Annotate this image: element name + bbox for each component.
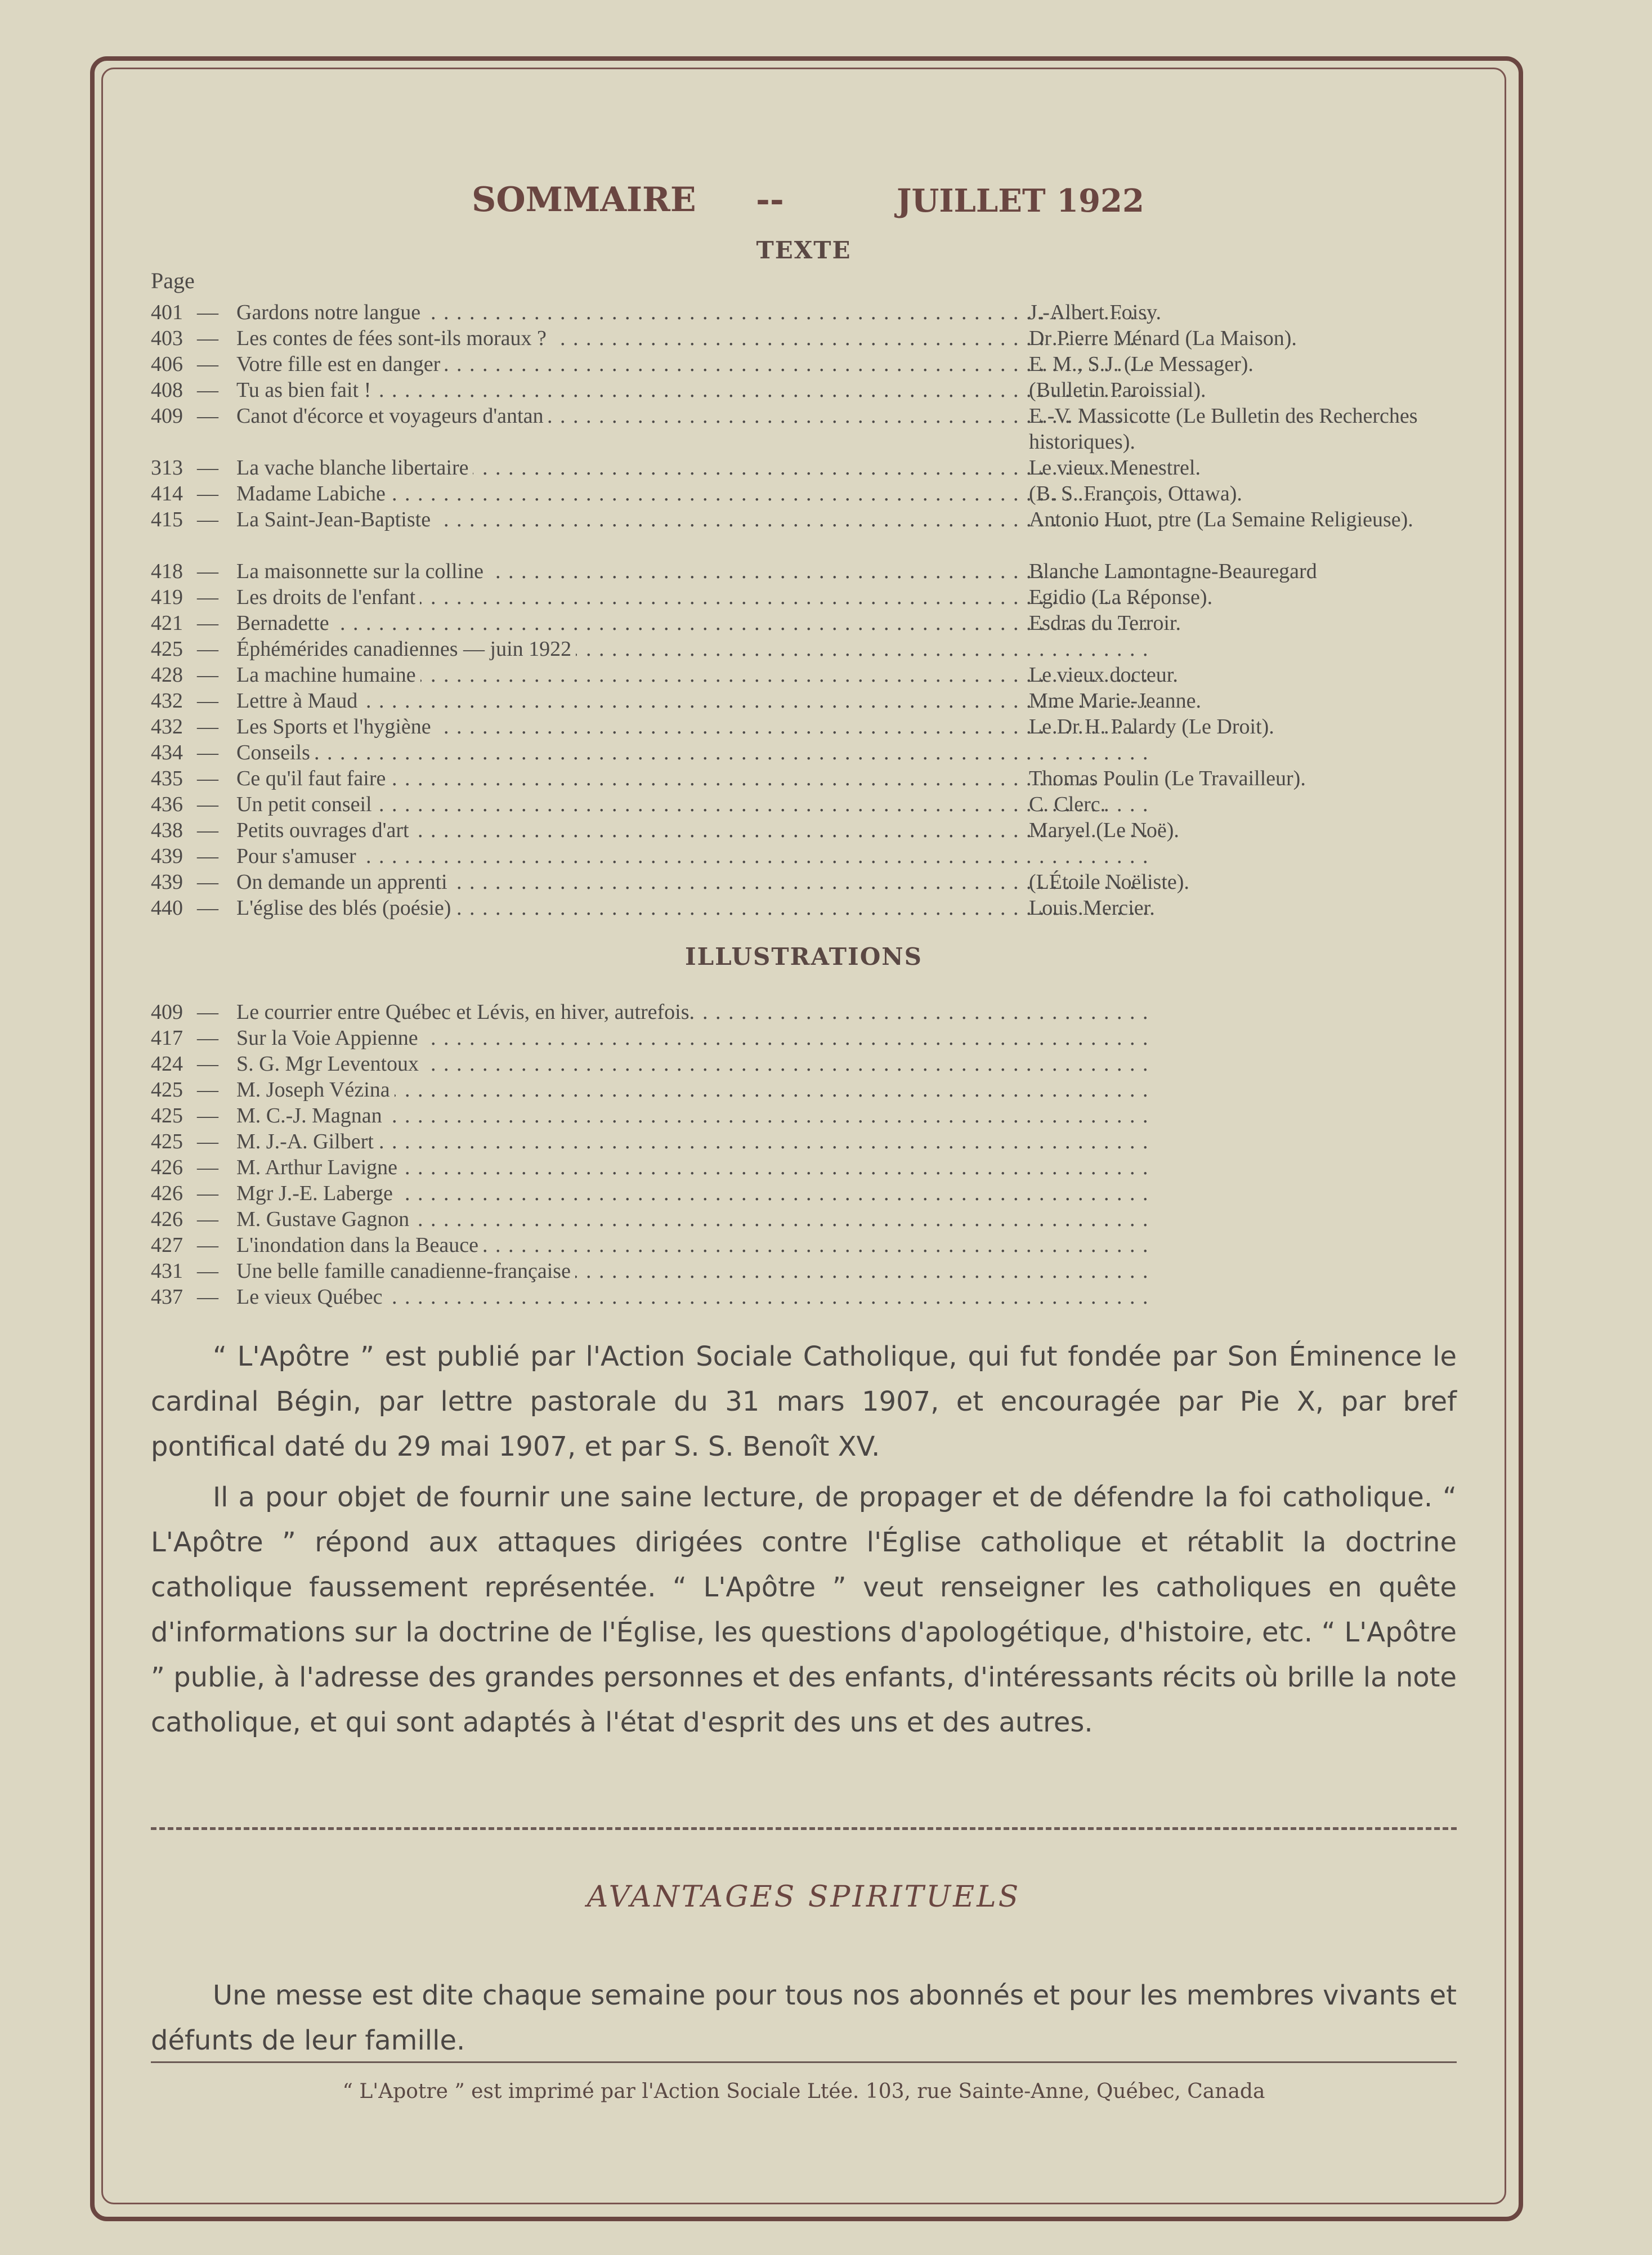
toc-page-number: 418 [151, 560, 183, 583]
toc-leader [236, 636, 1148, 662]
toc-entry [151, 1284, 1457, 1310]
toc-leader [236, 1258, 1148, 1284]
toc-entry-author: E. M., S.J. (Le Messager). [1029, 352, 1253, 376]
toc-dash: — [197, 456, 218, 480]
toc-dash: — [197, 378, 218, 402]
toc-dash: — [197, 508, 218, 531]
toc-dash: — [197, 818, 218, 842]
toc-entry-author: J.-Albert Foisy. [1029, 301, 1162, 324]
toc-entry-title: Les Sports et l'hygiène [236, 715, 436, 739]
toc-dash: — [197, 1156, 218, 1179]
toc-dash: — [197, 1026, 218, 1050]
toc-page-number: 439 [151, 870, 183, 894]
toc-entry-title: Sur la Voie Appienne [236, 1026, 423, 1050]
avantages-text: Une messe est dite chaque semaine pour tous nos abonnés et pour les membres vivants et défunts de leur famille. [151, 1980, 1457, 2056]
illustrations-heading: ILLUSTRATIONS [684, 943, 923, 970]
toc-leader [236, 403, 1148, 429]
toc-dash: — [197, 1233, 218, 1257]
toc-page-number: 417 [151, 1026, 183, 1050]
toc-entry-title: M. J.-A. Gilbert [236, 1130, 378, 1153]
toc-dash: — [197, 793, 218, 816]
toc-leader [236, 843, 1148, 869]
toc-entry-author: Maryel (Le Noë). [1029, 818, 1179, 842]
toc-page-number: 421 [151, 611, 183, 635]
toc-page-number: 435 [151, 767, 183, 790]
toc-page-number: 414 [151, 482, 183, 505]
toc-page-number: 439 [151, 844, 183, 868]
toc-leader [236, 558, 1148, 584]
toc-entry [151, 481, 1457, 507]
toc-leader [236, 1284, 1148, 1310]
texte-toc [151, 299, 1457, 921]
toc-entry-title: S. G. Mgr Leventoux [236, 1052, 423, 1076]
toc-page-number: 428 [151, 663, 183, 687]
toc-dash: — [197, 1130, 218, 1153]
toc-entry [151, 1129, 1457, 1155]
toc-page-number: 427 [151, 1233, 183, 1257]
toc-entry-title: La maisonnette sur la colline [236, 560, 488, 583]
toc-entry-author: Le vieux Menestrel. [1029, 456, 1201, 480]
toc-dash: — [197, 767, 218, 790]
toc-dash: — [197, 844, 218, 868]
toc-dash: — [197, 352, 218, 376]
toc-leader [236, 999, 1148, 1025]
toc-dash: — [197, 1000, 218, 1024]
toc-entry-title: M. Joseph Vézina [236, 1078, 395, 1102]
toc-entry [151, 688, 1457, 714]
toc-page-number: 401 [151, 301, 183, 324]
toc-leader [236, 714, 1148, 740]
toc-entry [151, 1232, 1457, 1258]
toc-leader [236, 1025, 1148, 1051]
issue-date: JUILLET 1922 [897, 182, 1144, 220]
toc-leader [236, 481, 1148, 507]
toc-leader [236, 1206, 1148, 1232]
toc-leader [236, 1180, 1148, 1206]
toc-entry [151, 843, 1457, 869]
toc-leader [236, 1155, 1148, 1180]
toc-dash: — [197, 689, 218, 713]
toc-entry [151, 791, 1457, 817]
toc-entry-author: Thomas Poulin (Le Travailleur). [1029, 767, 1306, 790]
toc-dash: — [197, 741, 218, 764]
dashed-divider [151, 1827, 1457, 1830]
toc-leader [236, 1051, 1148, 1077]
toc-entry-title: On demande un apprenti [236, 870, 452, 894]
avantages-heading: AVANTAGES SPIRITUELS [587, 1880, 1021, 1914]
toc-entry [151, 299, 1457, 325]
toc-entry-author: Esdras du Terroir. [1029, 611, 1181, 635]
toc-entry-title: Lettre à Maud [236, 689, 362, 713]
toc-entry [151, 1103, 1457, 1129]
toc-entry [151, 869, 1457, 895]
toc-entry-author: Mme Marie-Jeanne. [1029, 689, 1201, 713]
toc-page-number: 425 [151, 1104, 183, 1128]
toc-dash: — [197, 301, 218, 324]
toc-entry-author: C. Clerc. [1029, 793, 1106, 816]
page-header [151, 180, 1457, 231]
toc-page-number: 425 [151, 1078, 183, 1102]
toc-page-number: 415 [151, 508, 183, 531]
illustrations-toc [151, 999, 1457, 1310]
toc-dash: — [197, 1104, 218, 1128]
toc-page-number: 313 [151, 456, 183, 480]
toc-entry-title: Une belle famille canadienne-française [236, 1259, 575, 1283]
toc-leader [236, 377, 1148, 403]
title-separator: -- [756, 180, 784, 220]
toc-entry-title: M. Arthur Lavigne [236, 1156, 402, 1179]
toc-entry-title: Un petit conseil [236, 793, 377, 816]
toc-dash: — [197, 1182, 218, 1205]
toc-entry-author: Dr Pierre Ménard (La Maison). [1029, 326, 1297, 350]
toc-leader [236, 507, 1148, 533]
toc-leader [236, 584, 1148, 610]
printer-footer: “ L'Apotre ” est imprimé par l'Action Sociale Ltée. 103, rue Sainte-Anne, Québec, Canada [342, 2080, 1265, 2103]
toc-page-number: 436 [151, 793, 183, 816]
toc-entry-title: Les droits de l'enfant [236, 585, 420, 609]
toc-entry [151, 636, 1457, 662]
toc-entry-title: La Saint-Jean-Baptiste [236, 508, 435, 531]
toc-entry [151, 817, 1457, 843]
toc-leader [236, 662, 1148, 688]
toc-page-number: 431 [151, 1259, 183, 1283]
toc-dash: — [197, 1052, 218, 1076]
toc-entry-title: La vache blanche libertaire [236, 456, 473, 480]
toc-entry-author: Le vieux docteur. [1029, 663, 1178, 687]
toc-entry-author: E.-V. Massicotte (Le Bulletin des Recherches historiques). [1029, 404, 1418, 454]
toc-leader [236, 1077, 1148, 1103]
toc-entry-title: M. Gustave Gagnon [236, 1207, 414, 1231]
toc-leader [236, 610, 1148, 636]
toc-entry-title: Votre fille est en danger [236, 352, 445, 376]
page-title: SOMMAIRE [472, 180, 696, 220]
toc-dash: — [197, 585, 218, 609]
toc-entry [151, 558, 1457, 584]
toc-entry [151, 325, 1457, 351]
toc-entry-author: Louis Mercier. [1029, 896, 1155, 920]
toc-entry-author: (LÉtoile Noëliste). [1029, 870, 1189, 894]
toc-entry-title: Conseils [236, 741, 315, 764]
toc-dash: — [197, 326, 218, 350]
toc-entry [151, 403, 1457, 455]
toc-entry-title: L'inondation dans la Beauce [236, 1233, 483, 1257]
toc-page-number: 432 [151, 715, 183, 739]
toc-leader [236, 688, 1148, 714]
toc-dash: — [197, 870, 218, 894]
toc-page-number: 425 [151, 1130, 183, 1153]
toc-entry-author: (B. S. François, Ottawa). [1029, 482, 1242, 505]
toc-entry-title: Madame Labiche [236, 482, 390, 505]
toc-entry-title: Petits ouvrages d'art [236, 818, 414, 842]
toc-page-number: 440 [151, 896, 183, 920]
toc-leader [236, 817, 1148, 843]
toc-entry [151, 1258, 1457, 1284]
toc-entry [151, 610, 1457, 636]
footer-divider [151, 2061, 1457, 2063]
toc-dash: — [197, 1259, 218, 1283]
toc-leader [236, 1232, 1148, 1258]
toc-entry-author: Blanche Lamontagne-Beauregard [1029, 560, 1317, 583]
toc-entry-title: Mgr J.-E. Laberge [236, 1182, 397, 1205]
toc-page-number: 432 [151, 689, 183, 713]
toc-page-number: 426 [151, 1182, 183, 1205]
toc-leader [236, 1103, 1148, 1129]
toc-leader [236, 1129, 1148, 1155]
toc-entry-title: Tu as bien fait ! [236, 378, 375, 402]
toc-entry-title: M. C.-J. Magnan [236, 1104, 387, 1128]
toc-entry [151, 377, 1457, 403]
toc-entry [151, 584, 1457, 610]
toc-page-number: 403 [151, 326, 183, 350]
toc-entry [151, 1155, 1457, 1180]
toc-leader [236, 895, 1148, 921]
toc-dash: — [197, 1285, 218, 1309]
toc-entry-author: Antonio Huot, ptre (La Semaine Religieuse). [1029, 508, 1413, 531]
toc-page-number: 409 [151, 404, 183, 428]
toc-entry [151, 507, 1457, 558]
toc-entry-title: Le courrier entre Québec et Lévis, en hiver, autrefois. [236, 1000, 699, 1024]
toc-page-number: 438 [151, 818, 183, 842]
toc-dash: — [197, 482, 218, 505]
toc-dash: — [197, 896, 218, 920]
toc-entry-title: Bernadette [236, 611, 334, 635]
toc-leader [236, 766, 1148, 791]
toc-entry-title: La machine humaine [236, 663, 420, 687]
toc-dash: — [197, 715, 218, 739]
toc-entry-title: Ce qu'il faut faire [236, 767, 390, 790]
toc-dash: — [197, 663, 218, 687]
toc-entry [151, 1025, 1457, 1051]
toc-entry [151, 714, 1457, 740]
toc-entry [151, 895, 1457, 921]
toc-leader [236, 869, 1148, 895]
toc-page-number: 408 [151, 378, 183, 402]
toc-dash: — [197, 637, 218, 661]
toc-entry [151, 1180, 1457, 1206]
toc-leader [236, 791, 1148, 817]
toc-page-number: 426 [151, 1156, 183, 1179]
toc-page-number: 424 [151, 1052, 183, 1076]
toc-page-number: 419 [151, 585, 183, 609]
toc-entry-title: Le vieux Québec [236, 1285, 387, 1309]
toc-page-number: 425 [151, 637, 183, 661]
toc-page-number: 437 [151, 1285, 183, 1309]
toc-dash: — [197, 611, 218, 635]
toc-page-number: 409 [151, 1000, 183, 1024]
toc-entry-title: Pour s'amuser [236, 844, 361, 868]
texte-heading: TEXTE [756, 236, 852, 264]
toc-page-number: 426 [151, 1207, 183, 1231]
toc-entry [151, 999, 1457, 1025]
about-section [151, 1334, 1457, 1745]
toc-entry-title: L'église des blés (poésie) [236, 896, 455, 920]
toc-entry-title: Éphémérides canadiennes — juin 1922 [236, 637, 576, 661]
toc-dash: — [197, 1078, 218, 1102]
toc-page-number: 434 [151, 741, 183, 764]
toc-entry-title: Canot d'écorce et voyageurs d'antan [236, 404, 548, 428]
toc-entry [151, 351, 1457, 377]
toc-entry [151, 1051, 1457, 1077]
toc-entry [151, 662, 1457, 688]
toc-entry [151, 1206, 1457, 1232]
toc-leader [236, 740, 1148, 766]
toc-dash: — [197, 560, 218, 583]
toc-entry [151, 455, 1457, 481]
toc-leader [236, 299, 1148, 325]
toc-entry [151, 1077, 1457, 1103]
toc-entry [151, 766, 1457, 791]
toc-leader [236, 325, 1148, 351]
toc-entry [151, 740, 1457, 766]
toc-dash: — [197, 404, 218, 428]
toc-leader [236, 455, 1148, 481]
about-paragraph-2: Il a pour objet de fournir une saine lecture, de propager et de défendre la foi catholique. “ L'Apôtre ” répond aux attaques dirigées contre l'Église catholique et rétablit la doctrine catholique faussement représentée. “ L'Apôtre ” veut renseigner les catholiques en quête d'informations sur la doctrine de l'Église, les questions d'apologétique, d'histoire, etc. “ L'Apôtre ” publie, à l'adresse des grandes personnes et des enfants, d'intéressants récits où brille la note catholique, et qui sont adaptés à l'état d'esprit des uns et des autres. [151, 1482, 1457, 1738]
about-paragraph-1: “ L'Apôtre ” est publié par l'Action Sociale Catholique, qui fut fondée par Son Éminence le cardinal Bégin, par lettre pastorale du 31 mars 1907, et encouragée par Pie X, par bref pontifical daté du 29 mai 1907, et par S. S. Benoît XV. [151, 1341, 1457, 1462]
toc-entry-title: Gardons notre langue [236, 301, 425, 324]
toc-entry-author: Egidio (La Réponse). [1029, 585, 1213, 609]
toc-entry-author: (Bulletin Paroissial). [1029, 378, 1206, 402]
toc-entry-author: Le Dr H. Palardy (Le Droit). [1029, 715, 1274, 739]
toc-leader [236, 351, 1148, 377]
page-column-label: Page [151, 268, 195, 293]
avantages-section [151, 1973, 1457, 2063]
toc-page-number: 406 [151, 352, 183, 376]
toc-entry-title: Les contes de fées sont-ils moraux ? [236, 326, 551, 350]
toc-dash: — [197, 1207, 218, 1231]
